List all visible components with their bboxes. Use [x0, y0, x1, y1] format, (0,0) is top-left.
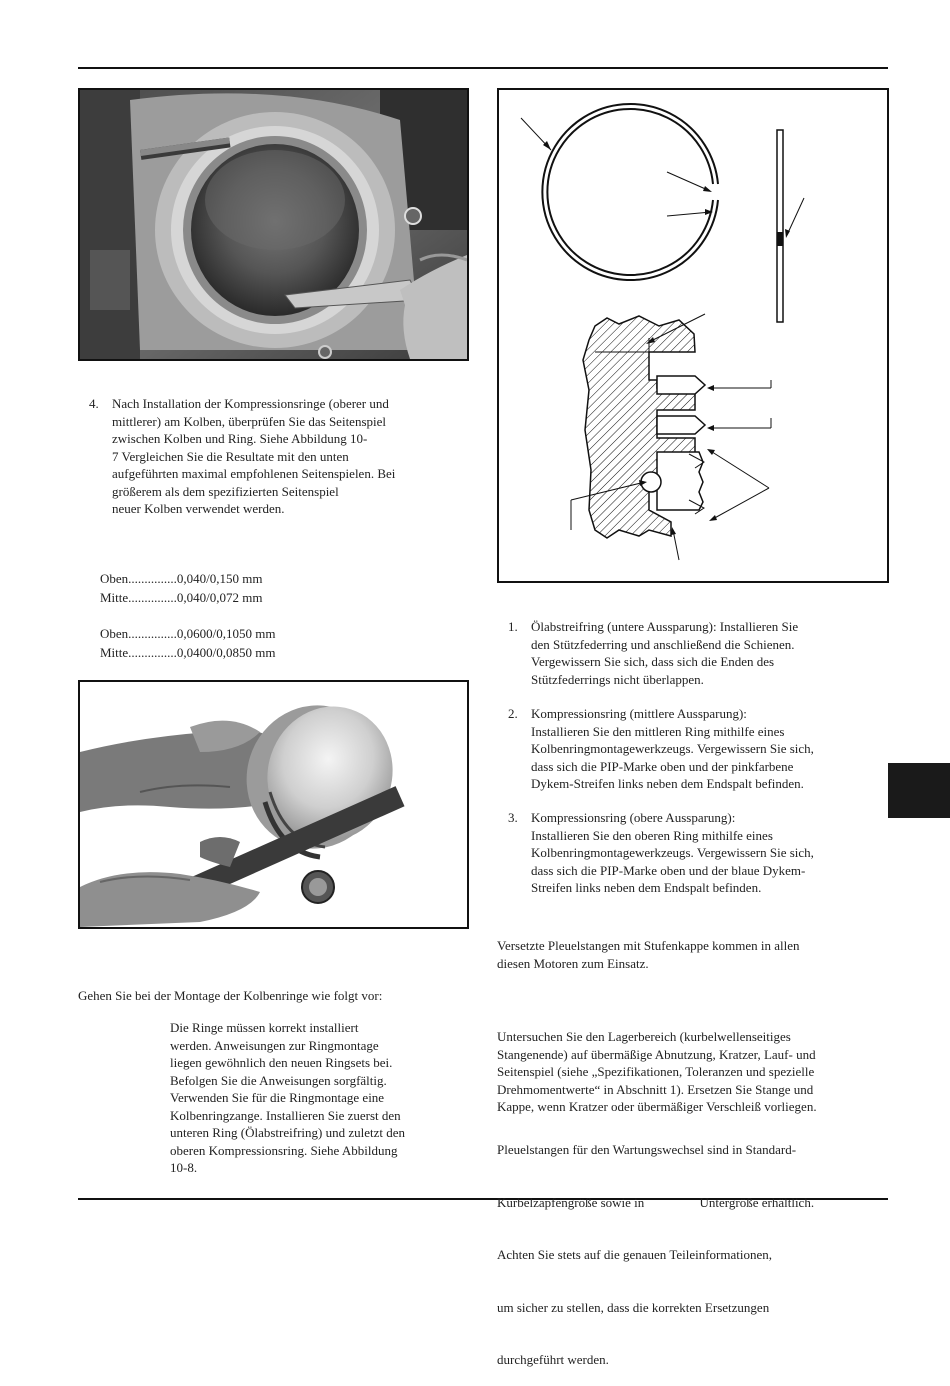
- text-line: Kompressionsring (mittlere Aussparung):: [531, 706, 747, 721]
- text-line: diesen Motoren zum Einsatz.: [497, 955, 649, 971]
- section-tab: [888, 763, 950, 818]
- text-line: Kurbelzapfengröße sowie in Untergröße erhältlich.: [497, 1194, 815, 1210]
- spec-label: Mitte: [100, 590, 129, 605]
- inspection-paragraph: [497, 1028, 889, 1116]
- text-line: Installieren Sie den mittleren Ring mithilfe eines: [531, 723, 785, 739]
- right-step-3-text: [531, 809, 891, 897]
- text-line: Kompressionsring (obere Aussparung):: [531, 810, 736, 825]
- spec-row: [100, 625, 276, 643]
- text-line: zwischen Kolben und Ring. Siehe Abbildung 10-: [112, 431, 368, 446]
- text-line: liegen gewöhnlich den neuen Ringsets bei.: [170, 1055, 393, 1070]
- text-line: aufgeführten maximal empfohlenen Seitenspielen. Bei: [112, 466, 396, 481]
- text-line: Vergewissern Sie sich, dass sich die Enden des: [531, 654, 775, 669]
- spec-value: 0,0600/0,1050 mm: [176, 626, 276, 641]
- text-line: Stützfederrings nicht überlappen.: [531, 671, 704, 687]
- text-line: oberen Kompressionsring. Siehe Abbildung: [170, 1142, 398, 1158]
- step-4-text: [112, 395, 472, 518]
- text-line: Verwenden Sie für die Ringmontage eine: [170, 1090, 385, 1105]
- spec-dots: ...............: [128, 590, 177, 605]
- piston-ring-diagram: [497, 88, 889, 583]
- ring-side-view: [777, 130, 783, 322]
- right-step-2-text: [531, 705, 891, 793]
- text-line: Stangenende) auf übermäßige Abnutzung, Kratzer, Lauf- und: [497, 1046, 816, 1062]
- text-line: Die Ringe müssen korrekt installiert: [170, 1020, 359, 1035]
- text-line: 10-8.: [170, 1160, 198, 1175]
- ring-installation-note: [170, 1019, 470, 1177]
- ring-outline: [542, 104, 718, 280]
- text-line: Drehmomentwerte“ in Abschnitt 1). Ersetzen Sie Stange und: [497, 1081, 814, 1097]
- text-line: Achten Sie stets auf die genauen Teileinformationen,: [497, 1247, 773, 1262]
- spec-row: [100, 589, 263, 607]
- text-line: Kolbenringzange. Installieren Sie zuerst den: [170, 1107, 401, 1123]
- text-line: Ölabstreifring (untere Aussparung): Installieren Sie: [531, 619, 799, 634]
- spec-dots: ...............: [128, 571, 177, 586]
- text-line: neuer Kolben verwendet werden.: [112, 501, 285, 516]
- piston-ring-gauge-photo: [78, 680, 469, 929]
- spec-row: [100, 644, 276, 662]
- text-line: Pleuelstangen für den Wartungswechsel sind in Standard-: [497, 1142, 797, 1157]
- spec-label: Oben: [100, 571, 129, 586]
- spec-dots: ...............: [128, 626, 177, 641]
- spec-row: [100, 570, 263, 588]
- text-line: dass sich die PIP-Marke oben und der pinkfarbene: [531, 758, 794, 774]
- text-line: Versetzte Pleuelstangen mit Stufenkappe kommen in allen: [497, 938, 800, 953]
- right-step-2-number: 2.: [508, 706, 518, 721]
- text-line: dass sich die PIP-Marke oben und der blaue Dykem-: [531, 862, 806, 878]
- spec-label: Mitte: [100, 645, 129, 660]
- text-line: Untersuchen Sie den Lagerbereich (kurbelwellenseitiges: [497, 1029, 791, 1044]
- spec-value: 0,040/0,072 mm: [176, 590, 263, 605]
- text-line: Streifen links neben dem Endspalt befinden.: [531, 880, 762, 895]
- text-line: Nach Installation der Kompressionsringe (oberer und: [112, 396, 389, 411]
- text-line: 7 Vergleichen Sie die Resultate mit den unten: [112, 448, 349, 464]
- text-line: Installieren Sie den oberen Ring mithilfe eines: [531, 827, 773, 843]
- ring-installation-intro: Gehen Sie bei der Montage der Kolbenringe wie folgt vor:: [78, 988, 383, 1003]
- text-line: Kolbenringmontagewerkzeugs. Vergewissern Sie sich,: [531, 741, 814, 756]
- right-step-3-number: 3.: [508, 810, 518, 825]
- spec-value: 0,040/0,150 mm: [176, 571, 263, 586]
- text-line: Seitenspiel (siehe „Spezifikationen, Toleranzen und spezielle: [497, 1064, 815, 1079]
- text-line: unteren Ring (Ölabstreifring) und zuletzt den: [170, 1125, 406, 1140]
- text-line: größerem als dem spezifizierten Seitenspiel: [112, 483, 339, 499]
- right-step-1-text: [531, 618, 891, 688]
- spec-label: Oben: [100, 626, 129, 641]
- header-rule: [78, 67, 888, 69]
- text-line: Kolbenringmontagewerkzeugs. Vergewissern Sie sich,: [531, 845, 814, 860]
- text-line: den Stützfederring und anschließend die Schienen.: [531, 636, 795, 652]
- spec-dots: ...............: [128, 645, 177, 660]
- text-line: Kappe, wenn Kratzer oder übermäßiger Verschleiß vorliegen.: [497, 1099, 817, 1114]
- step-4-number: 4.: [89, 396, 99, 411]
- text-line: durchgeführt werden.: [497, 1352, 609, 1367]
- piston-cross-section: [583, 316, 705, 538]
- cylinder-feeler-gauge-photo: [78, 88, 469, 361]
- connecting-rods-intro: [497, 937, 889, 972]
- right-step-1-number: 1.: [508, 619, 518, 634]
- text-line: werden. Anweisungen zur Ringmontage: [170, 1037, 379, 1053]
- text-line: Dykem-Streifen links neben dem Endspalt befinden.: [531, 776, 804, 791]
- text-line: mittlerer) am Kolben, überprüfen Sie das Seitenspiel: [112, 413, 387, 429]
- text-line: um sicher zu stellen, dass die korrekten Ersetzungen: [497, 1299, 770, 1315]
- text-line: Befolgen Sie die Anweisungen sorgfältig.: [170, 1072, 387, 1088]
- service-rods-paragraph: [497, 1106, 889, 1386]
- spec-value: 0,0400/0,0850 mm: [176, 645, 276, 660]
